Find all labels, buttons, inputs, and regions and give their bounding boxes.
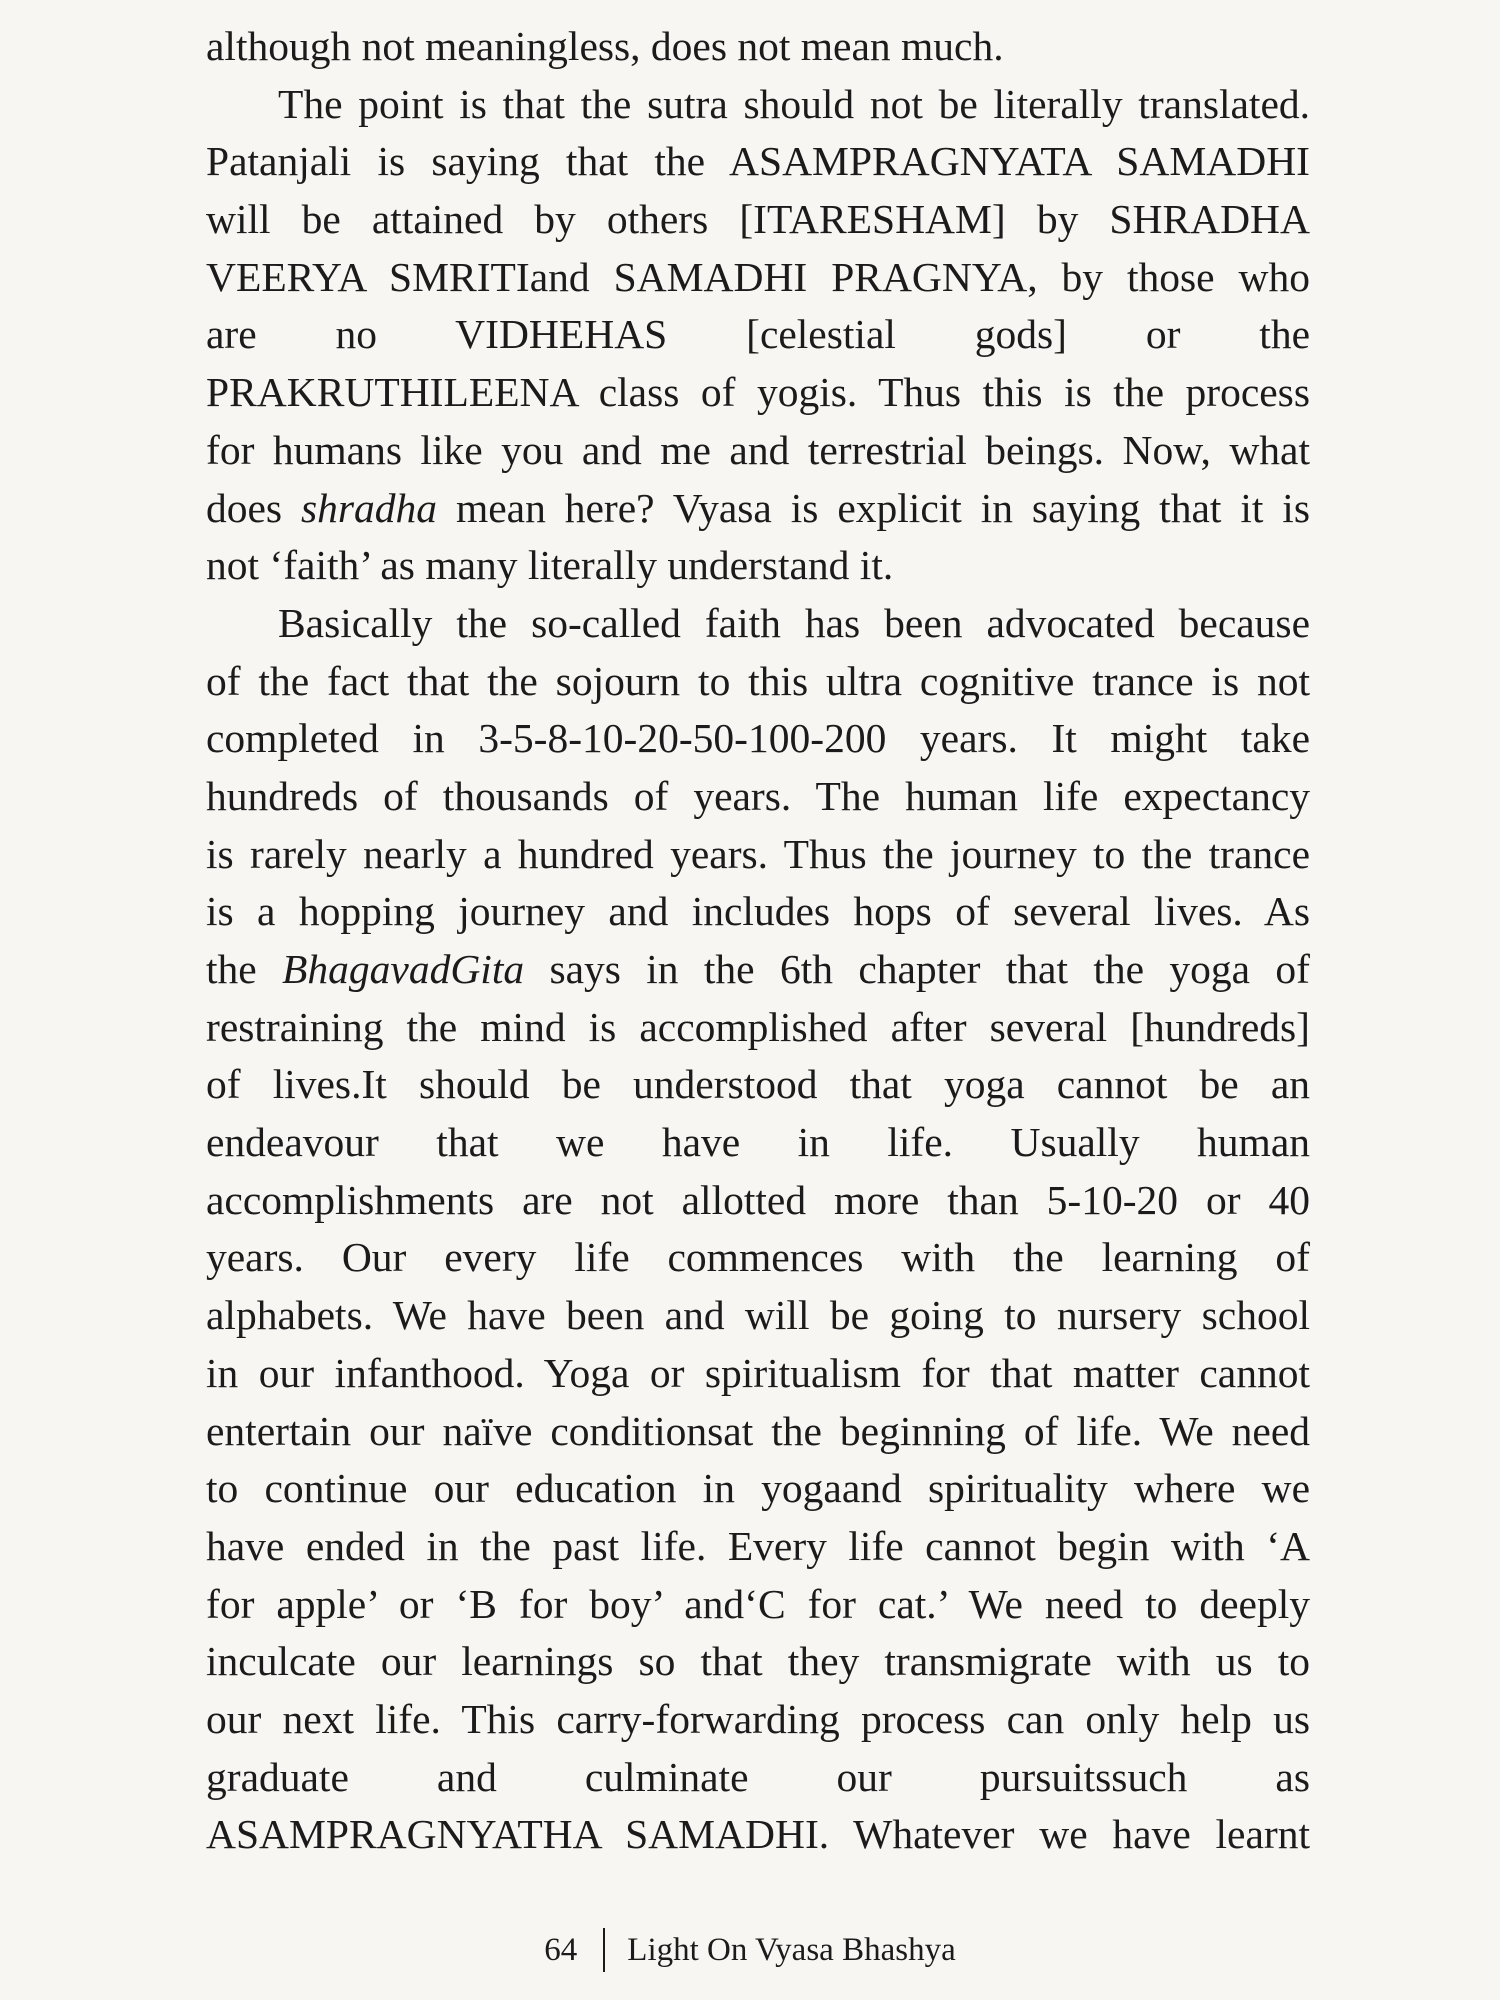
text-run: says in the 6th chapter that the yoga of [524, 946, 1310, 992]
text-line: The point is that the sutra should not be literally translated. [278, 80, 1310, 127]
text-line: years. Our every life commences with the learning of [206, 1234, 1310, 1281]
text-line [206, 941, 1310, 999]
page-number: 64 [544, 1932, 578, 1968]
text-line: restraining the mind is accomplished after several [hundreds] [206, 1003, 1310, 1050]
text-line: Patanjali is saying that the ASAMPRAGNYATA SAMADHI [206, 138, 1310, 185]
text-line: ASAMPRAGNYATHA SAMADHI. Whatever we have learnt [206, 1811, 1310, 1858]
text-line: not ‘faith’ as many literally understand it. [206, 542, 894, 589]
text-line: alphabets. We have been and will be going to nursery school [206, 1292, 1310, 1339]
text-line: our next life. This carry-forwarding process can only help us [206, 1695, 1310, 1742]
text-line: completed in 3-5-8-10-20-50-100-200 years. It might take [206, 715, 1310, 762]
text-line: graduate and culminate our pursuitssuch as [206, 1753, 1310, 1800]
text-line: PRAKRUTHILEENA class of yogis. Thus this is the process [206, 369, 1310, 416]
text-line: will be attained by others [ITARESHAM] by SHRADHA [206, 196, 1310, 243]
footer-separator [603, 1928, 605, 1972]
text-line: for humans like you and me and terrestrial beings. Now, what [206, 426, 1310, 473]
text-line: although not meaningless, does not mean much. [206, 23, 1004, 69]
text-line: accomplishments are not allotted more than 5-10-20 or 40 [206, 1176, 1310, 1223]
text-line: VEERYA SMRITIand SAMADHI PRAGNYA, by those who [206, 253, 1310, 300]
text-line: is a hopping journey and includes hops of several lives. As [206, 888, 1310, 935]
text-line: of lives.It should be understood that yoga cannot be an [206, 1061, 1310, 1108]
text-line: of the fact that the sojourn to this ultra cognitive trance is not [206, 657, 1310, 704]
text-line: Basically the so-called faith has been advocated because [278, 599, 1310, 646]
text-line: are no VIDHEHAS [celestial gods] or the [206, 311, 1310, 358]
text-line: in our infanthood. Yoga or spiritualism for that matter cannot [206, 1349, 1310, 1396]
text-line [206, 480, 1310, 538]
text-line: entertain our naïve conditionsat the beginning of life. We need [206, 1407, 1310, 1454]
text-run: does [206, 484, 301, 531]
page-footer [0, 1928, 1500, 1976]
text-run: mean here? Vyasa is explicit in saying that it is [437, 484, 1310, 531]
text-line: for apple’ or ‘B for boy’ and‘C for cat.’ We need to deeply [206, 1580, 1310, 1627]
italic-term: shradha [300, 484, 438, 531]
text-line: is rarely nearly a hundred years. Thus the journey to the trance [206, 830, 1310, 877]
text-line: to continue our education in yogaand spirituality where we [206, 1465, 1310, 1512]
text-line: have ended in the past life. Every life cannot begin with ‘A [206, 1522, 1310, 1569]
text-run: the [206, 946, 283, 992]
text-line: endeavour that we have in life. Usually human [206, 1119, 1310, 1166]
book-title: Light On Vyasa Bhashya [627, 1932, 956, 1968]
text-line: inculcate our learnings so that they transmigrate with us to [206, 1638, 1310, 1685]
page-text [206, 18, 1310, 1864]
text-line: hundreds of thousands of years. The human life expectancy [206, 772, 1310, 819]
italic-term: BhagavadGita [282, 946, 525, 992]
